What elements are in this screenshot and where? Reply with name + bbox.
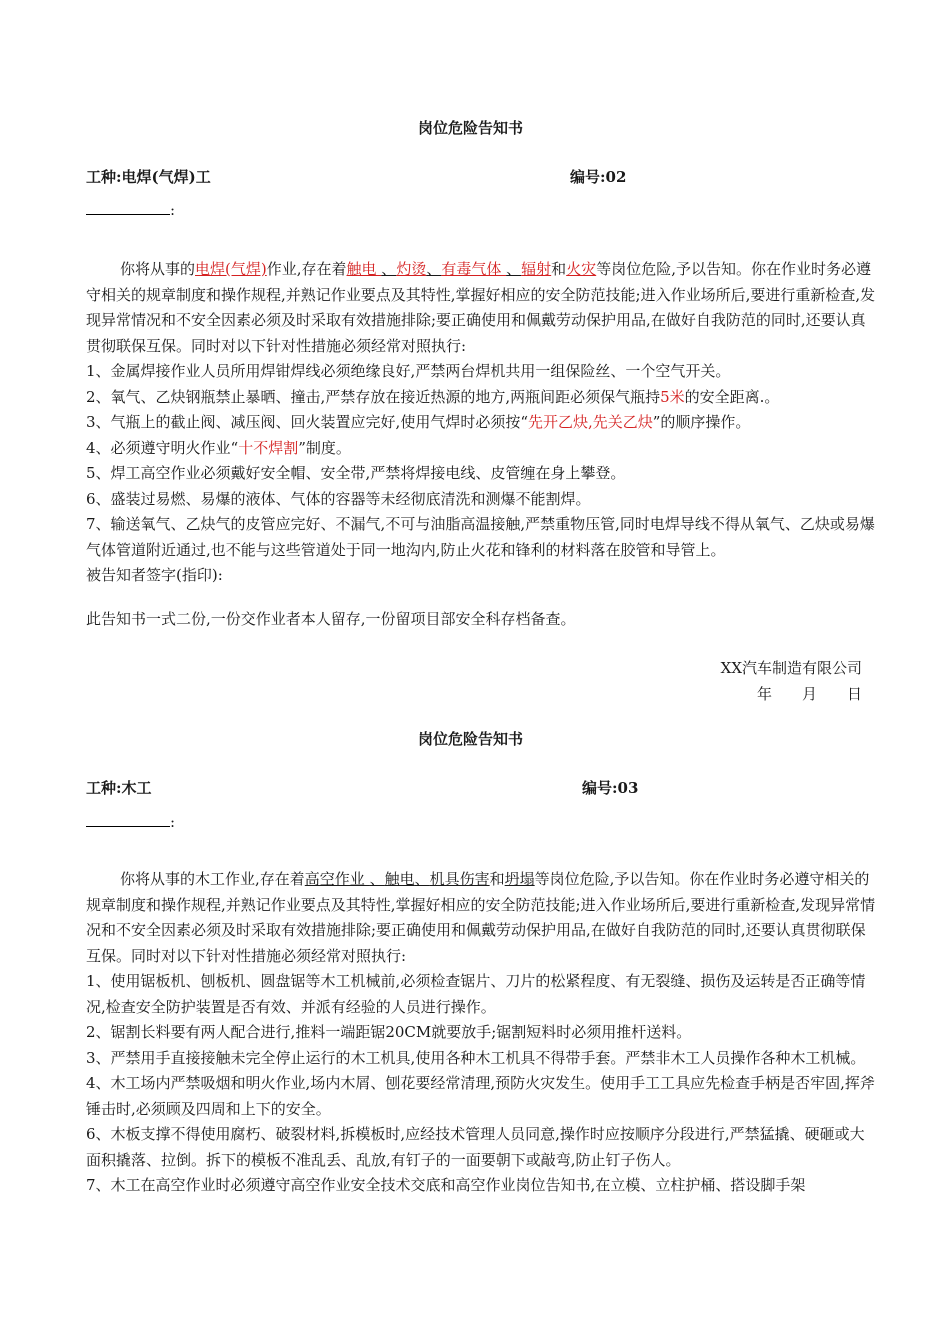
intro-text: 你将从事的 bbox=[120, 260, 196, 278]
notice1-job: 电焊(气焊)工 bbox=[121, 168, 211, 186]
hazard-sep: 、 bbox=[369, 870, 385, 888]
hazard-fire: 火灾 bbox=[566, 260, 597, 278]
notice1-title: 岗位危险告知书 bbox=[418, 119, 524, 137]
notice1-name-blank bbox=[86, 200, 175, 219]
notice2-number: 03 bbox=[617, 779, 639, 797]
hazard-machine: 机具伤害 bbox=[429, 870, 490, 888]
intro-text: 等岗位危险,予以告知。你在作业时务必遵守相关的规章制度和操作规程,并熟记作业要点及其特性,掌握好相应的安全防范技能;进入作业场所后,要进行重新检查,发现异常情况和不安全因素必须及时采取有效措施排除;要正确使用和佩戴劳动保护用品,在做好自我防范的同时,还要认真贯彻联保互保。同时对以下针对性措施必须经常对照执行: bbox=[86, 260, 876, 355]
notice1-item-7: 7、输送氧气、乙炔气的皮管应完好、不漏气,不可与油脂高温接触,严禁重物压管,同时电焊导线不得从氧气、乙炔或易爆气体管道附近通过,也不能与这些管道处于同一地沟内,防止火花和锋利的材料落在胶管和导管上。 bbox=[86, 515, 875, 559]
notice2-item-2: 2、锯割长料要有两人配合进行,推料一端距锯20CM就要放手;锯割短料时必须用推杆送料。 bbox=[86, 1023, 692, 1041]
notice1-number-label: 编号: bbox=[570, 168, 606, 186]
hazard-collapse: 坍塌 bbox=[504, 870, 535, 888]
item-highlight: 十不焊割 bbox=[238, 438, 299, 457]
name-underline bbox=[86, 200, 170, 215]
notice2-item-1: 1、使用锯板机、刨板机、圆盘锯等木工机械前,必须检查锯片、刀片的松紧程度、有无裂缝、损伤及运转是否正确等情况,检查安全防护装置是否有效、并派有经验的人员进行操作。 bbox=[86, 972, 866, 1016]
hazard-sep: 、 bbox=[414, 870, 430, 888]
notice2-item-4: 4、木工场内严禁吸烟和明火作业,场内木屑、刨花要经常清理,预防火灾发生。使用手工工具应先检查手柄是否牢固,挥斧锤击时,必须顾及四周和上下的安全。 bbox=[86, 1074, 875, 1118]
hazard-electric: 触电 bbox=[346, 260, 382, 278]
notice2-number-label: 编号: bbox=[582, 779, 618, 797]
item-text: ”制度。 bbox=[298, 438, 351, 457]
notice2-job-label: 工种: bbox=[86, 779, 122, 797]
notice1-item-3 bbox=[86, 410, 876, 436]
intro-text: 作业,存在着 bbox=[266, 260, 347, 278]
notice1-job-line bbox=[86, 166, 211, 187]
notice1-job-label: 工种: bbox=[86, 168, 122, 186]
intro-text: 和 bbox=[489, 870, 505, 888]
blank-colon: : bbox=[170, 813, 176, 831]
notice2-item-3: 3、严禁用手直接接触未完全停止运行的木工机具,使用各种木工机具不得带手套。严禁非木工人员操作各种木工机械。 bbox=[86, 1048, 866, 1067]
notice2-number-line bbox=[582, 777, 638, 798]
hazard-sep: 、 bbox=[426, 260, 442, 278]
notice1-company: XX汽车制造有限公司 bbox=[720, 659, 862, 677]
notice2-item-6: 6、木板支撑不得使用腐朽、破裂材料,拆模板时,应经技术管理人员同意,操作时应按顺序分段进行,严禁猛撬、硬砸或大面积撬落、拉倒。拆下的模板不准乱丢、乱放,有钉子的一面要朝下或敲弯,防止钉子伤人。 bbox=[86, 1125, 865, 1169]
hazard-gas: 有毒气体 bbox=[441, 260, 507, 278]
notice1-item-5: 5、焊工高空作业必须戴好安全帽、安全带,严禁将焊接电线、皮管缠在身上攀登。 bbox=[86, 464, 626, 482]
intro-text: 和 bbox=[551, 260, 567, 278]
intro-text: 你将从事的木工作业,存在着 bbox=[120, 870, 305, 888]
name-underline bbox=[86, 812, 170, 827]
notice1-date: 年 月 日 bbox=[756, 685, 862, 703]
notice1-item-2 bbox=[86, 385, 876, 411]
notice2-name-blank bbox=[86, 812, 175, 831]
hazard-radiation: 辐射 bbox=[521, 260, 552, 278]
item-text: 3、气瓶上的截止阀、减压阀、回火装置应完好,使用气焊时必须按“ bbox=[86, 413, 528, 431]
item-highlight: 5米 bbox=[660, 387, 685, 406]
item-text: 4、必须遵守明火作业“ bbox=[86, 438, 239, 457]
notice2-title: 岗位危险告知书 bbox=[418, 730, 524, 748]
item-text: 2、氧气、乙炔钢瓶禁止暴晒、撞击,严禁存放在接近热源的地方,两瓶间距必须保气瓶持 bbox=[86, 387, 661, 406]
hazard-height: 高空作业 bbox=[304, 870, 370, 888]
item-text: 的安全距离.。 bbox=[684, 387, 780, 406]
notice2-intro bbox=[86, 867, 876, 969]
notice1-number: 02 bbox=[605, 168, 627, 186]
notice1-item-6: 6、盛装过易燃、易爆的液体、气体的容器等未经彻底清洗和测爆不能割焊。 bbox=[86, 489, 591, 508]
item-highlight: 先开乙炔,先关乙炔 bbox=[527, 413, 653, 431]
notice2-job-line bbox=[86, 777, 152, 798]
notice2-job: 木工 bbox=[121, 779, 152, 797]
notice1-copies: 此告知书一式二份,一份交作业者本人留存,一份留项目部安全科存档备查。 bbox=[86, 610, 576, 628]
notice1-number-line bbox=[570, 166, 626, 187]
notice1-intro bbox=[86, 257, 876, 359]
hazard-sep: 、 bbox=[506, 260, 522, 278]
intro-job: 电焊(气焊) bbox=[195, 260, 267, 278]
notice1-sign: 被告知者签字(指印): bbox=[86, 566, 223, 584]
item-text: ”的顺序操作。 bbox=[652, 413, 751, 431]
notice1-body bbox=[86, 257, 876, 589]
notice1-item-4 bbox=[86, 436, 876, 462]
blank-colon: : bbox=[170, 201, 176, 219]
notice2-item-7: 7、木工在高空作业时必须遵守高空作业安全技术交底和高空作业岗位告知书,在立模、立柱护桶、搭设脚手架 bbox=[86, 1176, 806, 1194]
intro-text: 等岗位危险,予以告知。你在作业时务必遵守相关的规章制度和操作规程,并熟记作业要点及其特性,掌握好相应的安全防范技能;进入作业场所后,要进行重新检查,发现异常情况和不安全因素必须及时采取有效措施排除;要正确使用和佩戴劳动保护用品,在做好自我防范的同时,还要认真贯彻联保互保。同时对以下针对性措施必须经常对照执行: bbox=[86, 870, 876, 965]
hazard-burn: 灼烫 bbox=[396, 260, 427, 278]
hazard-electric: 触电 bbox=[384, 870, 415, 888]
hazard-sep: 、 bbox=[381, 260, 397, 278]
notice2-body bbox=[86, 867, 876, 1199]
notice1-item-1: 1、金属焊接作业人员所用焊钳焊线必须绝缘良好,严禁两台焊机共用一组保险丝、一个空气开关。 bbox=[86, 362, 731, 380]
